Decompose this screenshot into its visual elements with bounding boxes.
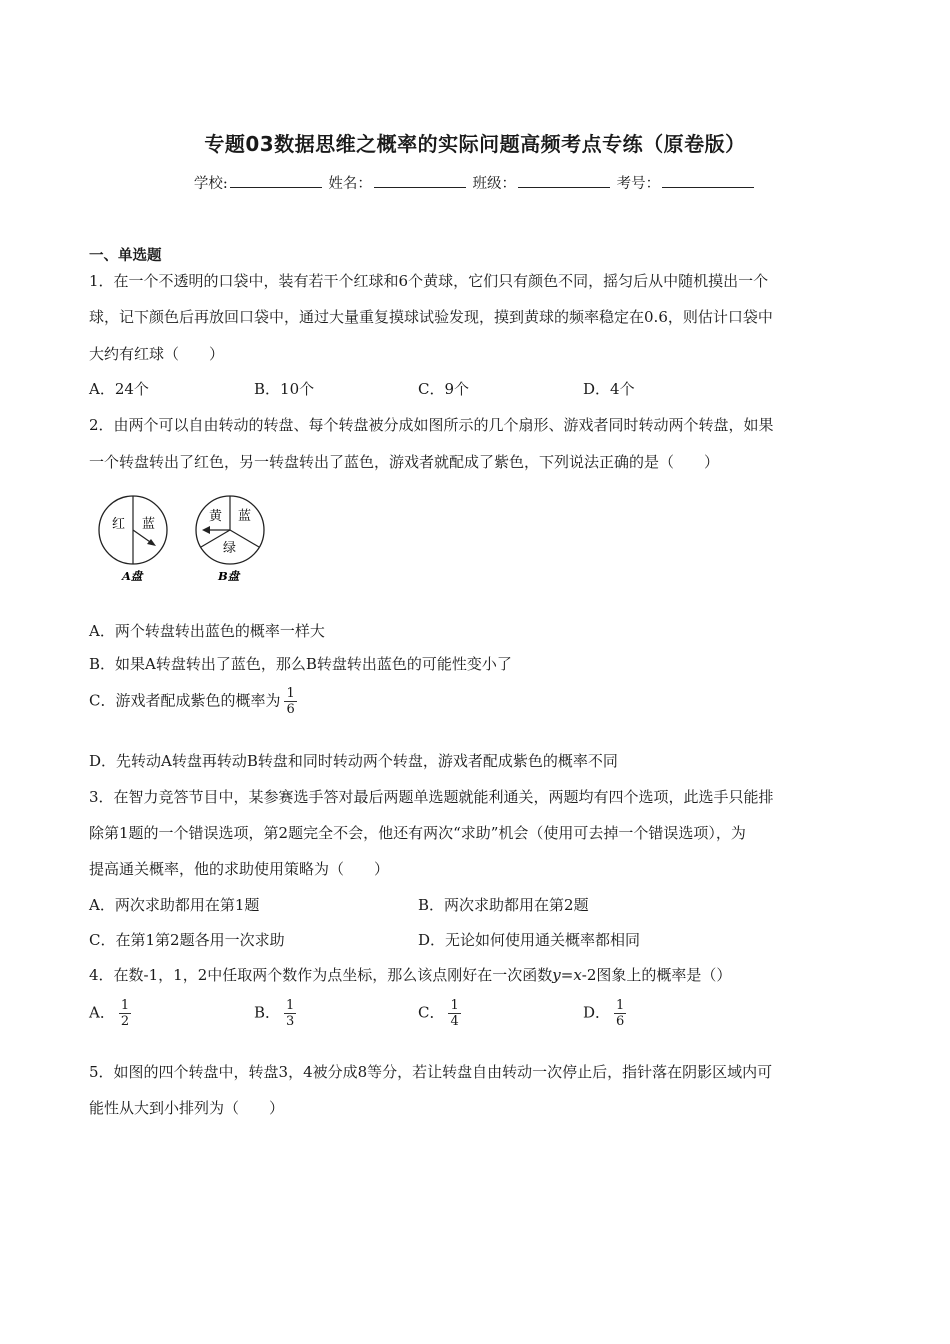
q1-line-3: 大约有红球（ ） bbox=[89, 345, 225, 363]
exam-no-blank bbox=[662, 172, 754, 188]
class-label: 班级： bbox=[472, 176, 516, 192]
spinner-b-bottom-label: 绿 bbox=[223, 541, 237, 556]
q3-line-1: 3．在智力竞答节目中，某参赛选手答对最后两题单选题就能利通关，两题均有四个选项，此选手只能排 bbox=[89, 788, 774, 806]
q5-line-2: 能性从大到小排列为（ ） bbox=[89, 1099, 285, 1117]
school-label: 学校: bbox=[193, 176, 228, 192]
q4-option-c: C． $\frac{1}{4}$ bbox=[418, 998, 459, 1029]
school-blank bbox=[230, 172, 322, 188]
page-title: 专题03数据思维之概率的实际问题高频考点专练（原卷版） bbox=[204, 132, 746, 156]
spinner-a-right-label: 蓝 bbox=[142, 517, 156, 532]
q1-option-a: A．24个 bbox=[89, 380, 149, 398]
spinner-b-top-right-label: 蓝 bbox=[238, 509, 252, 524]
q2-option-c: C．游戏者配成紫色的概率为 $\frac{1}{6}$ bbox=[89, 686, 295, 717]
name-blank bbox=[374, 172, 466, 188]
spinner-b-caption: B盘 bbox=[218, 569, 240, 583]
q2-option-d: D．先转动A转盘再转动B转盘和同时转动两个转盘，游戏者配成紫色的概率不同 bbox=[89, 752, 618, 770]
q2-option-b: B．如果A转盘转出了蓝色，那么B转盘转出蓝色的可能性变小了 bbox=[89, 655, 512, 673]
q1-option-c: C．9个 bbox=[418, 380, 470, 398]
q1-line-2: 球，记下颜色后再放回口袋中，通过大量重复摸球试验发现，摸到黄球的频率稳定在0.6，则估计口袋中 bbox=[89, 308, 773, 326]
spinner-a-caption: A盘 bbox=[122, 569, 143, 583]
q2-option-a: A．两个转盘转出蓝色的概率一样大 bbox=[89, 622, 325, 640]
spinner-diagram bbox=[90, 490, 280, 590]
spinner-a bbox=[99, 496, 167, 583]
q1-line-1: 1．在一个不透明的口袋中，装有若干个红球和6个黄球，它们只有颜色不同，摇匀后从中随机摸出一个 bbox=[89, 272, 769, 290]
q2-line-1: 2．由两个可以自由转动的转盘、每个转盘被分成如图所示的几个扇形、游戏者同时转动两个转盘，如果 bbox=[89, 416, 774, 434]
q4-option-b: B． $\frac{1}{3}$ bbox=[254, 998, 295, 1029]
q3-option-c: C．在第1第2题各用一次求助 bbox=[89, 931, 285, 949]
q3-option-b: B．两次求助都用在第2题 bbox=[418, 896, 589, 914]
q3-option-a: A．两次求助都用在第1题 bbox=[89, 896, 260, 914]
spinner-b-top-left-label: 黄 bbox=[209, 509, 223, 524]
section-heading: 一、单选题 bbox=[89, 248, 162, 264]
q3-line-3: 提高通关概率，他的求助使用策略为（ ） bbox=[89, 860, 390, 878]
q3-option-d: D．无论如何使用通关概率都相同 bbox=[418, 931, 641, 949]
spinner-b bbox=[196, 496, 264, 583]
exam-info-line bbox=[0, 172, 950, 193]
q4-option-a: A． $\frac{1}{2}$ bbox=[89, 998, 130, 1029]
q1-option-d: D．4个 bbox=[583, 380, 635, 398]
fraction-one-sixth: $\frac{1}{6}$ bbox=[286, 686, 295, 717]
q4-option-d: D． $\frac{1}{6}$ bbox=[583, 998, 625, 1029]
spinner-a-left-label: 红 bbox=[112, 517, 126, 532]
q4-stem: 4．在数-1，1，2中任取两个数作为点坐标，那么该点刚好在一次函数y=x-2图象上的概率是（） bbox=[89, 966, 732, 984]
class-blank bbox=[518, 172, 610, 188]
q2-line-2: 一个转盘转出了红色，另一转盘转出了蓝色，游戏者就配成了紫色，下列说法正确的是（ ） bbox=[89, 453, 720, 471]
q5-line-1: 5．如图的四个转盘中，转盘3，4被分成8等分，若让转盘自由转动一次停止后，指针落在阴影区域内可 bbox=[89, 1063, 773, 1081]
q1-option-b: B．10个 bbox=[254, 380, 315, 398]
name-label: 姓名： bbox=[328, 176, 372, 192]
q3-line-2: 除第1题的一个错误选项，第2题完全不会，他还有两次“求助”机会（使用可去掉一个错误选项），为 bbox=[89, 824, 746, 842]
exam-no-label: 考号： bbox=[616, 176, 661, 192]
